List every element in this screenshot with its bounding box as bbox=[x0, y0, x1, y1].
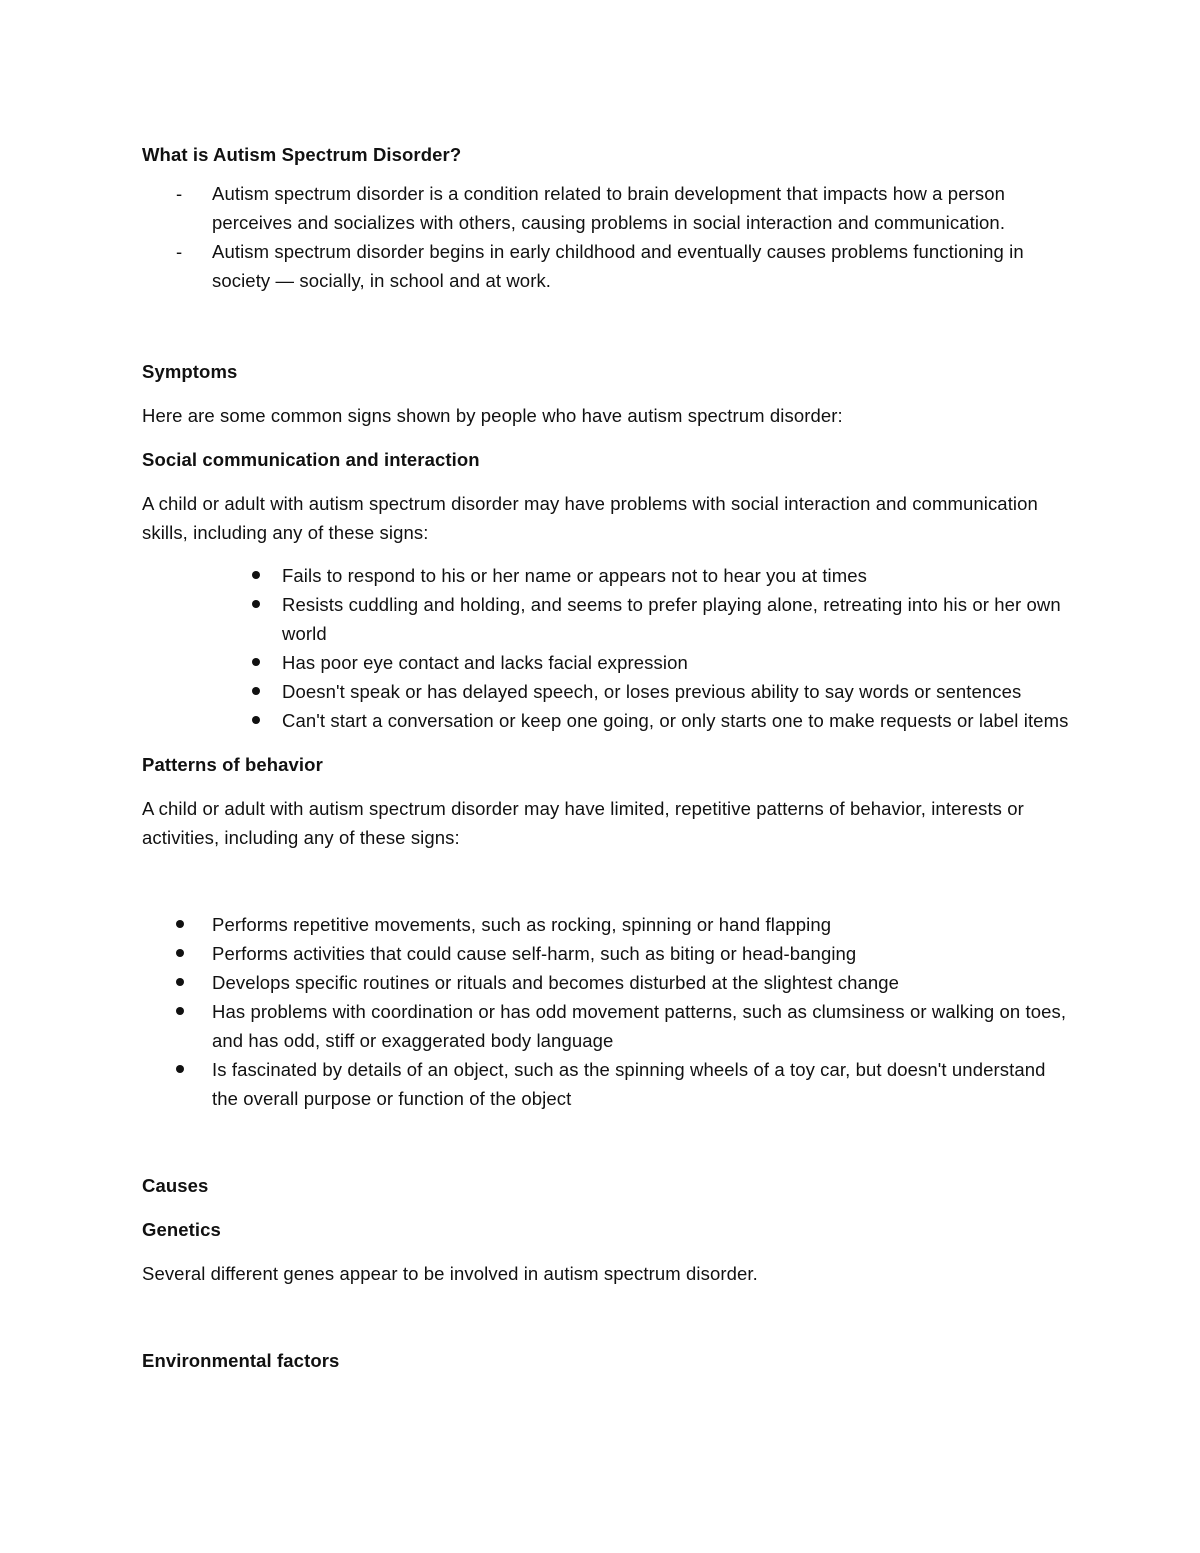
list-item bbox=[142, 910, 1072, 939]
definition-list bbox=[142, 179, 1072, 295]
list-item-text: Performs activities that could cause self-harm, such as biting or head-banging bbox=[212, 943, 857, 964]
subsection-title-behavior: Patterns of behavior bbox=[142, 754, 323, 775]
section-title-causes: Causes bbox=[142, 1175, 209, 1196]
dash-marker: - bbox=[176, 183, 183, 204]
list-item bbox=[142, 939, 1072, 968]
section-title-what-is-asd: What is Autism Spectrum Disorder? bbox=[142, 144, 462, 165]
list-item-text: Doesn't speak or has delayed speech, or loses previous ability to say words or sentences bbox=[282, 681, 1022, 702]
dash-marker: - bbox=[176, 241, 183, 262]
behavior-intro: A child or adult with autism spectrum disorder may have limited, repetitive patterns of behavior, interests or activities, including any of these signs: bbox=[142, 798, 1024, 848]
list-item-text: Resists cuddling and holding, and seems to prefer playing alone, retreating into his or her own world bbox=[282, 594, 1061, 644]
behavior-signs-list bbox=[142, 910, 1072, 1113]
document-body bbox=[142, 140, 1072, 1375]
list-item-text: Develops specific routines or rituals and becomes disturbed at the slightest change bbox=[212, 972, 900, 993]
list-item bbox=[142, 590, 1072, 648]
list-item-text: Has poor eye contact and lacks facial expression bbox=[282, 652, 688, 673]
list-item-text: Fails to respond to his or her name or appears not to hear you at times bbox=[282, 565, 868, 586]
social-signs-list bbox=[142, 561, 1072, 735]
list-item bbox=[142, 677, 1072, 706]
definition-item bbox=[142, 179, 1072, 237]
bullet-icon bbox=[252, 716, 260, 724]
subsection-title-genetics: Genetics bbox=[142, 1219, 221, 1240]
list-item bbox=[142, 706, 1072, 735]
bullet-icon bbox=[252, 571, 260, 579]
bullet-icon bbox=[252, 687, 260, 695]
list-item-text: Can't start a conversation or keep one going, or only starts one to make requests or label items bbox=[282, 710, 1069, 731]
list-item bbox=[142, 968, 1072, 997]
bullet-icon bbox=[176, 920, 184, 928]
list-item bbox=[142, 648, 1072, 677]
list-item bbox=[142, 1055, 1072, 1113]
list-item bbox=[142, 561, 1072, 590]
list-item bbox=[142, 997, 1072, 1055]
bullet-icon bbox=[176, 1065, 184, 1073]
definition-text: Autism spectrum disorder begins in early childhood and eventually causes problems functioning in society — socially, in school and at work. bbox=[212, 241, 1024, 291]
bullet-icon bbox=[176, 949, 184, 957]
bullet-icon bbox=[252, 658, 260, 666]
genetics-text: Several different genes appear to be involved in autism spectrum disorder. bbox=[142, 1263, 758, 1284]
subsection-title-social: Social communication and interaction bbox=[142, 449, 480, 470]
subsection-title-environment: Environmental factors bbox=[142, 1350, 340, 1371]
symptoms-intro: Here are some common signs shown by people who have autism spectrum disorder: bbox=[142, 405, 843, 426]
section-title-symptoms: Symptoms bbox=[142, 361, 238, 382]
bullet-icon bbox=[176, 978, 184, 986]
list-item-text: Performs repetitive movements, such as rocking, spinning or hand flapping bbox=[212, 914, 832, 935]
bullet-icon bbox=[176, 1007, 184, 1015]
bullet-icon bbox=[252, 600, 260, 608]
list-item-text: Is fascinated by details of an object, such as the spinning wheels of a toy car, but doesn't understand the overall purpose or function of the object bbox=[212, 1059, 1046, 1109]
definition-text: Autism spectrum disorder is a condition related to brain development that impacts how a person perceives and socializes with others, causing problems in social interaction and communication. bbox=[212, 183, 1006, 233]
social-intro: A child or adult with autism spectrum disorder may have problems with social interaction and communication skills, including any of these signs: bbox=[142, 493, 1038, 543]
definition-item bbox=[142, 237, 1072, 295]
list-item-text: Has problems with coordination or has odd movement patterns, such as clumsiness or walking on toes, and has odd, stiff or exaggerated body language bbox=[212, 1001, 1067, 1051]
